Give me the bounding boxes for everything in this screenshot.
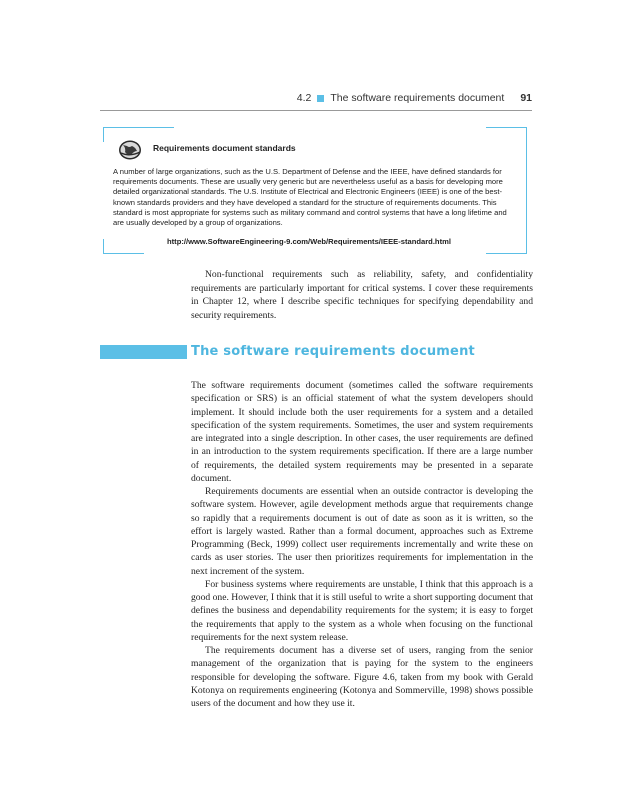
section-body	[191, 379, 533, 710]
paragraph: Requirements documents are essential when an outside contractor is developing the software system. However, agile development methods argue that requirements change so rapidly that a requirements document is out of date as soon as it is written, so the effort is largely wasted. Rather than a formal document, approaches such as Extreme Programming (Beck, 1999) collect user requirements incrementally and write these on cards as user stories. The user then prioritizes requirements for implementation in the next increment of the system.	[191, 486, 533, 577]
running-header	[297, 92, 532, 104]
paragraph: The software requirements document (sometimes called the software requirements specification or SRS) is an official statement of what the system developers should implement. It should include both the user requirements for a system and a detailed specification of the system requirements. Sometimes, the user and system requirements are integrated into a single description. In other cases, the user requirements are defined in an introduction to the system requirements specification. If there are a large number of requirements, the detailed system requirements may be presented in a separate document.	[191, 380, 533, 484]
sidebar-box	[103, 127, 527, 254]
globe-icon	[117, 139, 143, 161]
section-number: 4.2	[163, 690, 181, 704]
header-section-number: 4.2	[296, 92, 312, 104]
header-title: The software requirements document	[330, 92, 505, 104]
paragraph: For business systems where requirements are unstable, I think that this approach is a good one. However, I think that it is still useful to write a short supporting document that defines the business and dependability requirements for the system; it is easy to forget the requirements that apply to the system as a whole when focusing on the functional requirements for the next system release.	[191, 578, 533, 643]
box-title: Requirements document standards	[153, 143, 296, 153]
paragraph: The requirements document has a diverse set of users, ranging from the senior management of the organization that is paying for the system to the engineers responsible for developing the software. Figure 4.6, taken from my book with Gerald Kotonya on requirements engineering (Kotonya and Sommerville, 1998) shows possible users of the document and how they use it.	[191, 645, 533, 709]
box-url-link[interactable]: http://www.SoftwareEngineering-9.com/Web/Requirements/IEEE-standard.html	[167, 237, 451, 246]
box-body: A number of large organizations, such as the U.S. Department of Defense and the IEEE, have defined standards for requirements documents. These are usually very generic but are nevertheless useful as a basis for developing more detailed organizational standards. The U.S. Institute of Electrical and Electronic Engineers (IEEE) is one of the best-known standards providers and they have developed a standard for the structure of requirements documents. This standard is most appropriate for systems such as military command and control systems that have a long lifetime and are usually developed by a group of organizations.	[113, 167, 507, 228]
header-square-marker	[317, 95, 324, 102]
section-number-bar	[100, 345, 187, 704]
page-number: 91	[520, 92, 532, 104]
intro-paragraph: Non-functional requirements such as reliability, safety, and confidentiality requirements are particularly important for critical systems. I cover these requirements in Chapter 12, where I describe specific techniques for specifying dependability and security requirements.	[191, 269, 533, 321]
header-rule	[100, 110, 532, 111]
section-title: The software requirements document	[191, 344, 475, 359]
